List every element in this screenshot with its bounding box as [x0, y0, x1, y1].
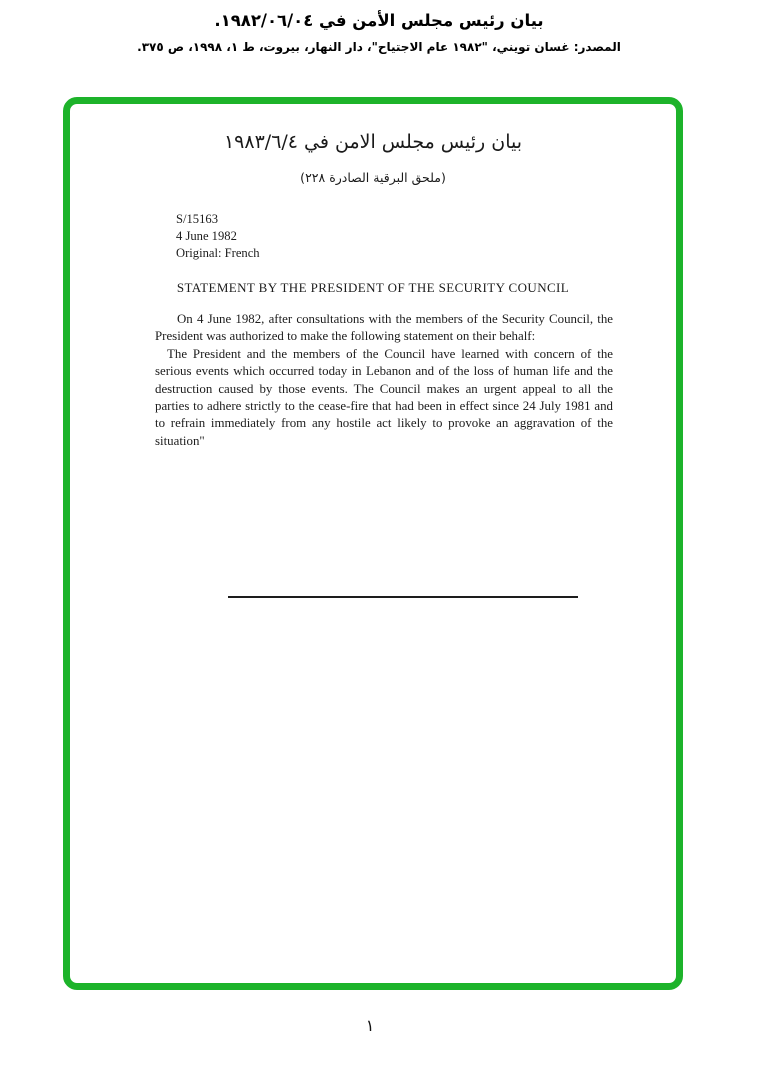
statement-paragraph: On 4 June 1982, after consultations with the members of the Security Council, the President was authorized to make the following statement on their behalf: [155, 312, 613, 344]
document-reference-block [176, 211, 260, 262]
document-symbol: S/15163 [176, 212, 218, 226]
header-source-arabic: المصدر: غسان تويني، "١٩٨٢ عام الاجتياح"، دار النهار، بيروت، ط ١، ١٩٩٨، ص ٣٧٥. [137, 40, 621, 54]
statement-body [155, 311, 613, 450]
scanned-document [70, 104, 676, 983]
statement-paragraph: The President and the members of the Council have learned with concern of the serious events which occurred today in Lebanon and of the loss of human life and the destruction caused by those events. The Council makes an urgent appeal to all the parties to adhere strictly to the cease-fire that had been in effect since 24 July 1981 and to refrain immediately from any hostile act likely to provoke an aggravation of the situation" [155, 346, 613, 448]
page-header [0, 10, 758, 55]
statement-heading: STATEMENT BY THE PRESIDENT OF THE SECURITY COUNCIL [176, 280, 570, 295]
document-original-language: Original: French [176, 246, 260, 260]
document-subtitle-arabic: (ملحق البرقية الصادرة ٢٢٨) [300, 170, 446, 185]
document-date: 4 June 1982 [176, 229, 237, 243]
header-title-arabic: بيان رئيس مجلس الأمن في ١٩٨٢/٠٦/٠٤. [214, 11, 544, 30]
divider-rule [228, 596, 578, 598]
document-title-arabic: بيان رئيس مجلس الامن في ١٩٨٣/٦/٤ [223, 131, 523, 153]
page-number: ١ [365, 1016, 375, 1035]
green-border-frame [63, 97, 683, 990]
